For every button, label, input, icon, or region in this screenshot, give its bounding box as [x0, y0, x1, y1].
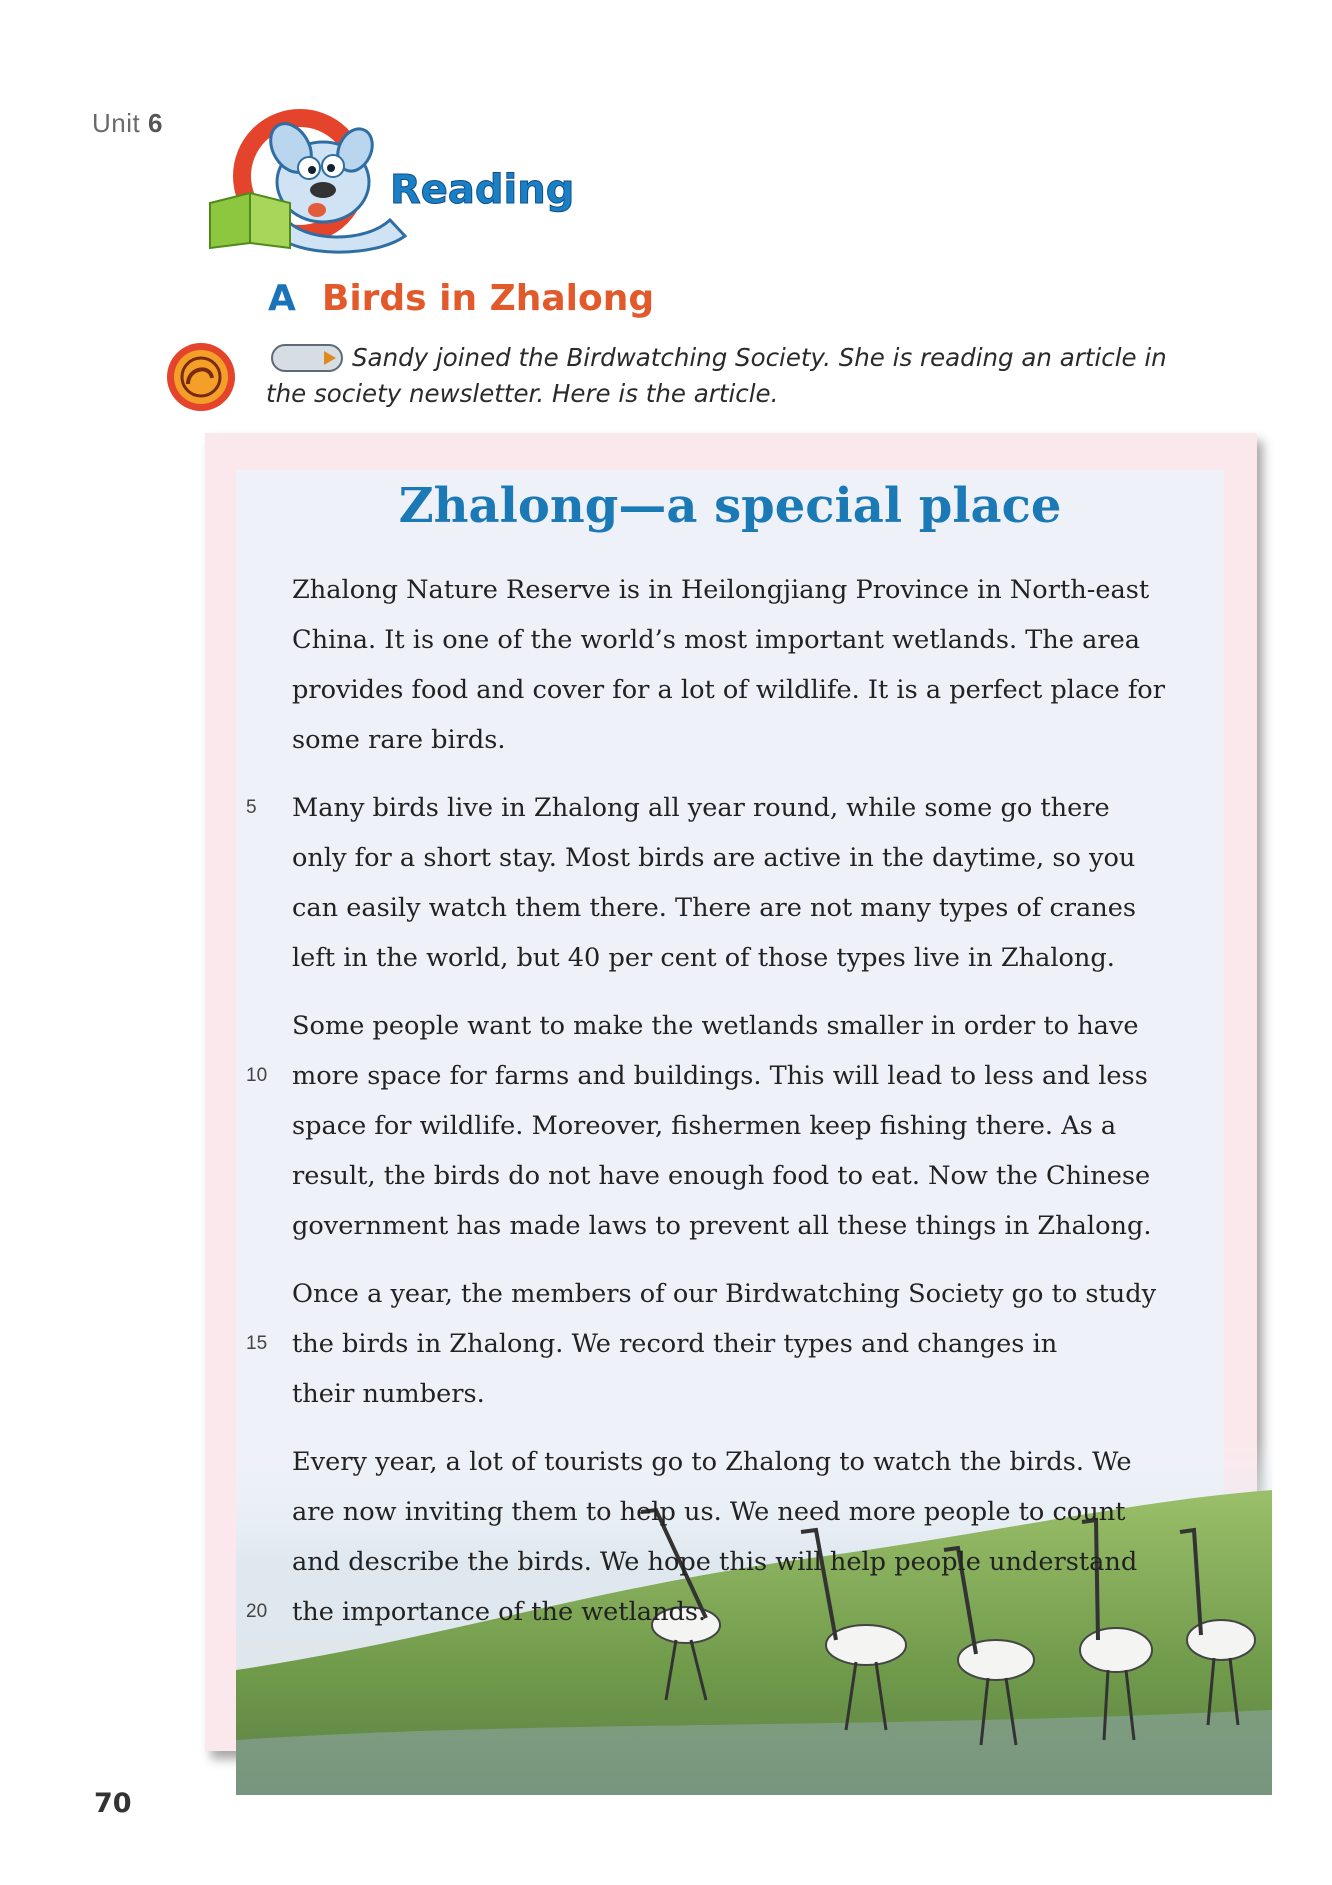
text-line: the birds in Zhalong. We record their types and changes in [292, 1329, 1058, 1359]
article-title: Zhalong—a special place [398, 478, 1062, 534]
audio-badge-icon[interactable] [164, 340, 238, 414]
text-line: provides food and cover for a lot of wildlife. It is a perfect place for [292, 675, 1165, 705]
text-line: Some people want to make the wetlands smaller in order to have [292, 1011, 1139, 1041]
unit-prefix: Unit [92, 108, 141, 138]
text-line: Once a year, the members of our Birdwatching Society go to study [292, 1279, 1157, 1309]
text-line: can easily watch them there. There are not many types of cranes [292, 893, 1137, 923]
text-line: Every year, a lot of tourists go to Zhalong to watch the birds. We [292, 1447, 1132, 1477]
text-line: their numbers. [292, 1379, 485, 1409]
line-number: 20 [246, 1601, 268, 1622]
section-title: Birds in Zhalong [321, 278, 655, 319]
text-line: left in the world, but 40 per cent of those types live in Zhalong. [292, 943, 1115, 973]
intro-text: Sandy joined the Birdwatching Society. She is reading an article in the society newsletter. Here is the article. [266, 343, 1167, 408]
text-line: the importance of the wetlands. [292, 1597, 707, 1627]
text-line: are now inviting them to help us. We need more people to count [292, 1497, 1126, 1527]
unit-number: 6 [147, 108, 163, 138]
reading-title: Reading [390, 167, 575, 213]
page-number: 70 [94, 1788, 132, 1819]
line-number: 10 [246, 1065, 268, 1086]
reading-logo [205, 108, 625, 258]
article-body [292, 565, 1192, 1655]
text-line: and describe the birds. We hope this will help people understand [292, 1547, 1138, 1577]
text-line: government has made laws to prevent all these things in Zhalong. [292, 1211, 1152, 1241]
text-line: some rare birds. [292, 725, 506, 755]
line-number: 15 [246, 1333, 268, 1354]
text-line: Many birds live in Zhalong all year round, while some go there [292, 793, 1110, 823]
text-line: China. It is one of the world’s most important wetlands. The area [292, 625, 1140, 655]
paragraph-3 [292, 1001, 1192, 1251]
line-number: 5 [246, 797, 257, 818]
text-line: Zhalong Nature Reserve is in Heilongjiang Province in North-east [292, 575, 1150, 605]
open-book-icon [210, 193, 290, 248]
section-letter: A [268, 278, 296, 319]
section-heading [268, 278, 654, 319]
text-line: only for a short stay. Most birds are active in the daytime, so you [292, 843, 1136, 873]
paragraph-2 [292, 783, 1192, 983]
text-line: space for wildlife. Moreover, fishermen keep fishing there. As a [292, 1111, 1117, 1141]
paragraph-1 [292, 565, 1192, 765]
text-line: more space for farms and buildings. This will lead to less and less [292, 1061, 1148, 1091]
paragraph-5 [292, 1437, 1192, 1637]
unit-label [92, 108, 163, 139]
paragraph-4 [292, 1269, 1192, 1419]
text-line: result, the birds do not have enough food to eat. Now the Chinese [292, 1161, 1151, 1191]
